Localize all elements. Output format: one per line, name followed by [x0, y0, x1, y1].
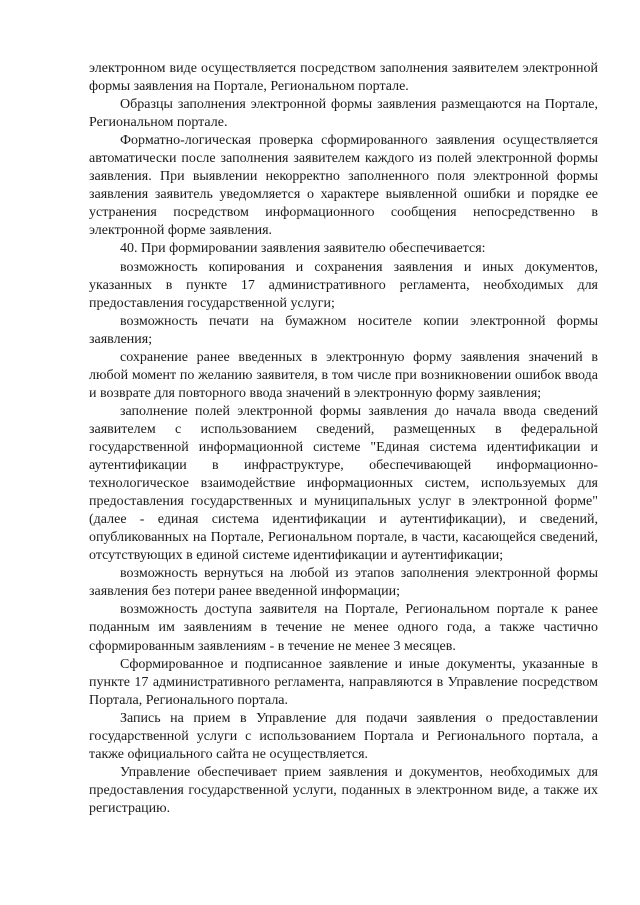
paragraph-format-check: Форматно-логическая проверка сформированного заявления осуществляется автоматически после заполнения заявителем каждого из полей электронной формы заявления. При выявлении некорректно заполненного поля электронной формы заявления заявитель уведомляется о характере выявленной ошибки и порядке ее устранения посредством информационного сообщения непосредственно в электронной форме заявления.	[89, 133, 598, 239]
paragraph-save-values: сохранение ранее введенных в электронную форму заявления значений в любой момент по желанию заявителя, в том числе при возникновении ошибок ввода и возврате для повторного ввода значений в электронную форму заявления;	[89, 349, 598, 401]
paragraph-item-40: 40. При формировании заявления заявителю обеспечивается:	[120, 241, 486, 257]
paragraph-access: возможность доступа заявителя на Портале, Региональном портале к ранее поданным им заявлениям в течение не менее одного года, а также частично сформированным заявлениям - в течение не менее 3 месяцев.	[89, 602, 598, 654]
paragraph-return: возможность вернуться на любой из этапов заполнения электронной формы заявления без потери ранее введенной информации;	[89, 566, 598, 600]
paragraph-continuation: электронном виде осуществляется посредством заполнения заявителем электронной формы заявления на Портале, Региональном портале.	[89, 61, 598, 95]
paragraph-registration: Управление обеспечивает прием заявления и документов, необходимых для предоставления государственной услуги, поданных в электронном виде, а также их регистрацию.	[89, 764, 598, 816]
paragraph-copy-save: возможность копирования и сохранения заявления и иных документов, указанных в пункте 17 административного регламента, необходимых для предоставления государственной услуги;	[89, 259, 598, 311]
paragraph-samples: Образцы заполнения электронной формы заявления размещаются на Портале, Региональном портале.	[89, 97, 598, 131]
paragraph-appointment: Запись на прием в Управление для подачи заявления о предоставлении государственной услуги с использованием Портала и Регионального портала, а также официального сайта не осуществляется.	[89, 710, 598, 762]
paragraph-submission: Сформированное и подписанное заявление и иные документы, указанные в пункте 17 административного регламента, направляются в Управление посредством Портала, Регионального портала.	[89, 656, 598, 708]
paragraph-autofill: заполнение полей электронной формы заявления до начала ввода сведений заявителем с использованием сведений, размещенных в федеральной государственной информационной системе "Единая система идентификации и аутентификации в инфраструктуре, обеспечивающей информационно-технологическое взаимодействие информационных систем, используемых для предоставления государственных и муниципальных услуг в электронной форме" (далее - единая система идентификации и аутентификации), и сведений, опубликованных на Портале, Региональном портале, в части, касающейся сведений, отсутствующих в единой системе идентификации и аутентификации;	[89, 403, 598, 564]
document-page	[89, 60, 598, 818]
paragraph-print: возможность печати на бумажном носителе копии электронной формы заявления;	[89, 313, 598, 347]
